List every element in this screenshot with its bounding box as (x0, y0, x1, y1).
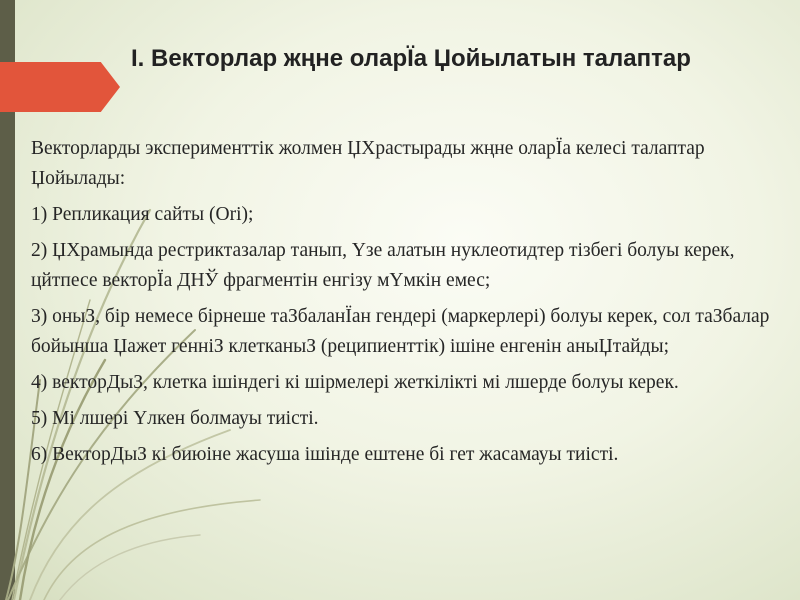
grass-blade (60, 535, 200, 600)
paragraph-5: 5) Мі лшері Үлкен болмауы тиісті. (31, 408, 319, 429)
paragraph-2: 2) ЏХрамында рестриктазалар танып, Үзе алатын нуклеотидтер тізбегі болуы керек, цйтпесе векторЇа ДНЎ фрагментін енгізу мҮмкін емес; (31, 240, 735, 291)
slide-title: І. Векторлар жңне оларЇа Џойылатын талаптар (131, 45, 691, 72)
title-accent-bar (0, 62, 120, 112)
paragraph-4: 4) векторДыЗ, клетка ішіндегі кі шірмелері жеткілікті мі лшерде болуы керек. (31, 372, 679, 393)
slide-body (31, 134, 776, 476)
paragraph-6: 6) ВекторДыЗ кі биюіне жасуша ішінде ештене бі гет жасамауы тиісті. (31, 444, 619, 465)
grass-blade (44, 500, 260, 600)
paragraph-1: 1) Репликация сайты (Ori); (31, 204, 254, 225)
paragraph-intro: Векторларды эксперименттік жолмен ЏХрастырады жңне оларЇа келесі талаптар Џойылады: (31, 138, 705, 189)
paragraph-3: 3) оныЗ, бір немесе бірнеше таЗбаланЇан гендері (маркерлері) болуы керек, сол таЗбалар бойынша Џажет генніЗ клетканыЗ (реципиенттік) ішіне енгенін аныЏтайды; (31, 306, 770, 357)
